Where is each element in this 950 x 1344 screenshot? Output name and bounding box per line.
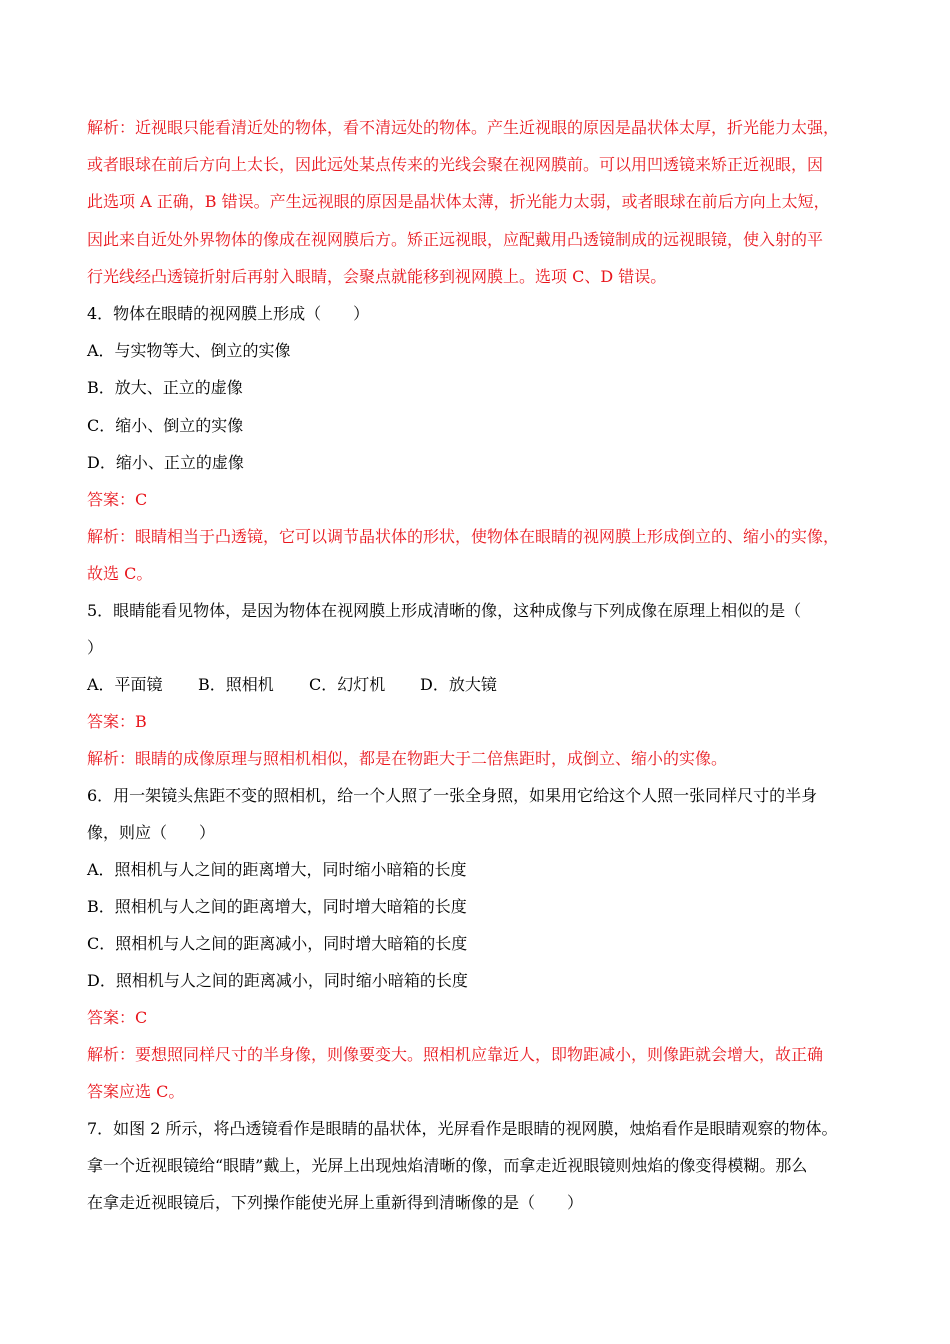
q3-analysis-line-1: 解析：近视眼只能看清近处的物体，看不清远处的物体。产生近视眼的原因是晶状体太厚，折光能力太强， (87, 118, 840, 137)
q6-stem-line-1: 6．用一架镜头焦距不变的照相机，给一个人照了一张全身照，如果用它给这个人照一张同样尺寸的半身 (87, 786, 818, 805)
q4-option-c: C．缩小、倒立的实像 (87, 416, 244, 435)
q6-stem-line-2: 像，则应（ ） (87, 823, 216, 842)
q7-stem-line-1: 7．如图 2 所示，将凸透镜看作是眼睛的晶状体，光屏看作是眼睛的视网膜，烛焰看作是眼睛观察的物体。 (87, 1119, 838, 1138)
q6-answer: 答案：C (87, 1008, 148, 1027)
q4-analysis-line-1: 解析：眼睛相当于凸透镜，它可以调节晶状体的形状，使物体在眼睛的视网膜上形成倒立的、缩小的实像， (87, 527, 840, 546)
q5-stem-line-1: 5．眼睛能看见物体，是因为物体在视网膜上形成清晰的像，这种成像与下列成像在原理上相似的是（ (87, 601, 802, 620)
q6-option-b: B．照相机与人之间的距离增大，同时增大暗箱的长度 (87, 897, 467, 916)
q6-option-a: A．照相机与人之间的距离增大，同时缩小暗箱的长度 (87, 860, 467, 879)
q6-analysis-line-1: 解析：要想照同样尺寸的半身像，则像要变大。照相机应靠近人，即物距减小，则像距就会增大，故正确 (87, 1045, 824, 1064)
q3-analysis-line-3: 此选项 A 正确，B 错误。产生远视眼的原因是晶状体太薄，折光能力太弱，或者眼球在前后方向上太短， (87, 192, 830, 211)
q4-stem: 4．物体在眼睛的视网膜上形成（ ） (87, 304, 370, 323)
q5-analysis-line-1: 解析：眼睛的成像原理与照相机相似，都是在物距大于二倍焦距时，成倒立、缩小的实像。 (87, 749, 728, 768)
q4-option-d: D．缩小、正立的虚像 (87, 453, 244, 472)
q3-analysis-line-2: 或者眼球在前后方向上太长，因此远处某点传来的光线会聚在视网膜前。可以用凹透镜来矫正近视眼，因 (87, 155, 824, 174)
q5-answer: 答案：B (87, 712, 147, 731)
q6-analysis-line-2: 答案应选 C。 (87, 1082, 185, 1101)
q7-stem-line-2: 拿一个近视眼镜给“眼睛”戴上，光屏上出现烛焰清晰的像，而拿走近视眼镜则烛焰的像变得模糊。那么 (87, 1156, 808, 1175)
q4-analysis-line-2: 故选 C。 (87, 564, 153, 583)
q4-answer: 答案：C (87, 490, 148, 509)
q5-option-b: B．照相机 (198, 675, 274, 694)
q7-stem-line-3: 在拿走近视眼镜后，下列操作能使光屏上重新得到清晰像的是（ ） (87, 1193, 584, 1212)
q5-option-c: C．幻灯机 (309, 675, 386, 694)
q4-option-b: B．放大、正立的虚像 (87, 378, 243, 397)
q5-options-row (87, 675, 497, 695)
q5-stem-line-2: ） (87, 638, 104, 657)
q3-analysis-line-5: 行光线经凸透镜折射后再射入眼睛，会聚点就能移到视网膜上。选项 C、D 错误。 (87, 267, 667, 286)
q6-option-c: C．照相机与人之间的距离减小，同时增大暗箱的长度 (87, 934, 468, 953)
q6-option-d: D．照相机与人之间的距离减小，同时缩小暗箱的长度 (87, 971, 468, 990)
q5-option-a: A．平面镜 (87, 675, 163, 694)
q5-option-d: D．放大镜 (420, 675, 497, 694)
q3-analysis-line-4: 因此来自近处外界物体的像成在视网膜后方。矫正远视眼，应配戴用凸透镜制成的远视眼镜，使入射的平 (87, 230, 824, 249)
q4-option-a: A．与实物等大、倒立的实像 (87, 341, 291, 360)
